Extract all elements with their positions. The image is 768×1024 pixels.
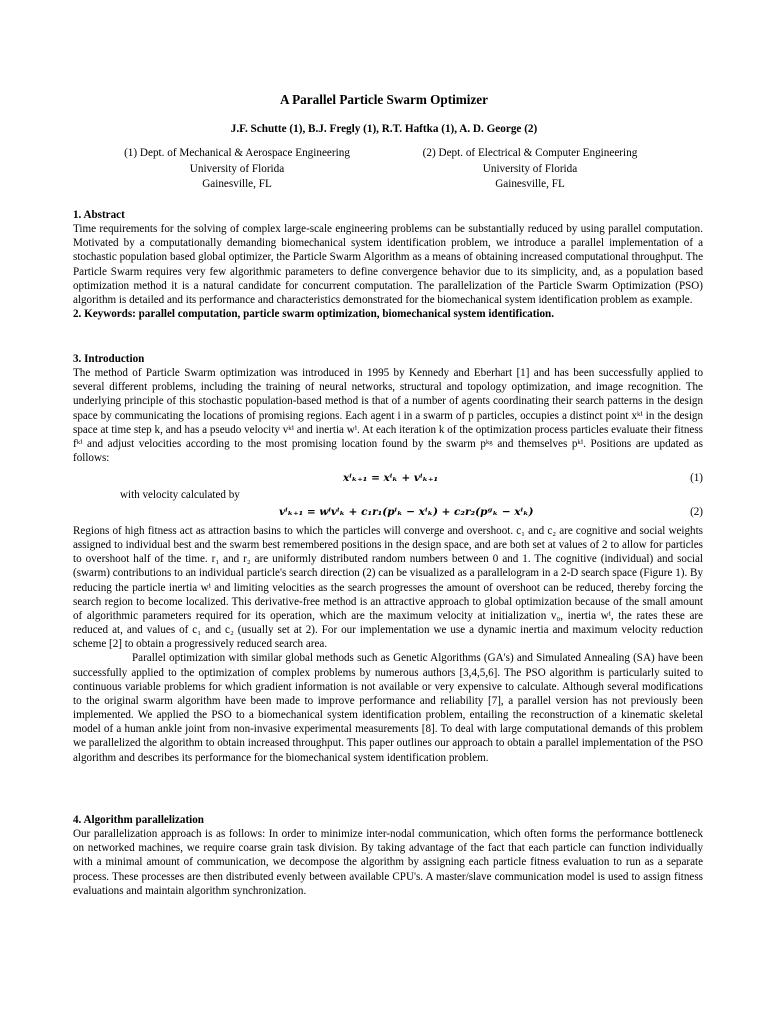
affiliation-dept: (2) Dept. of Electrical & Computer Engineering bbox=[422, 147, 638, 159]
affiliation-university: University of Florida bbox=[482, 162, 578, 175]
author-list: J.F. Schutte (1), B.J. Fregly (1), R.T. Haftka (1), A. D. George (2) bbox=[230, 123, 538, 135]
introduction-heading: 3. Introduction bbox=[73, 353, 145, 365]
parallelization-text: Our parallelization approach is as follows: In order to minimize inter-nodal communication, which often forms the performance bottleneck on networked machines, we require coarse grain task division. By taking advantage of the fact that each particle can function individually with a minimal amount of communication, we decompose the algorithm by assigning each particle fitness evaluation to run as a separate process. These processes are then distributed evenly between available CPU's. A master/slave communication model is used to assign fitness evaluations and maintain algorithm synchronization. bbox=[73, 828, 703, 897]
equation-1-number: (1) bbox=[690, 472, 703, 484]
introduction-paragraph-3: Parallel optimization with similar global methods such as Genetic Algorithms (GA's) and Simulated Annealing (SA) have been successfully applied to the optimization of complex problems by numerous authors [3,4,5,6]. The PSO algorithm is particularly suited to continuous variable problems for which gradient information is not available or very expensive to calculate. Although several modifications to the original swarm algorithm have been made to improve performance and reliability [7], a parallel version has not previously been implemented. We applied the PSO to a biomechanical system identification problem, entailing the reconstruction of a kinematic skeletal model of a human ankle joint from non-invasive experimental measurements [8]. To deal with large computational demands of this problem we parallelized the algorithm to obtain increased throughput. This paper outlines our approach to obtain a parallel implementation of the PSO algorithm and describes its performance for the biomechanical system identification problem. bbox=[73, 652, 703, 764]
affiliation-dept: (1) Dept. of Mechanical & Aerospace Engineering bbox=[124, 147, 350, 159]
equation-2-lead bbox=[73, 489, 703, 507]
affiliation-2 bbox=[380, 146, 680, 193]
equation-1-formula: xⁱₖ₊₁ = xⁱₖ + vⁱₖ₊₁ bbox=[343, 472, 439, 484]
affiliation-city: Gainesville, FL bbox=[202, 178, 272, 191]
equation-2-number: (2) bbox=[690, 506, 703, 518]
parallelization-heading: 4. Algorithm parallelization bbox=[73, 814, 204, 826]
introduction-section bbox=[73, 352, 703, 465]
introduction-body-continued bbox=[73, 524, 703, 765]
equation-2-formula: vⁱₖ₊₁ = wⁱvⁱₖ + c₁r₁(pⁱₖ − xⁱₖ) + c₂r₂(pᵍₖ − xⁱₖ) bbox=[279, 506, 534, 518]
abstract-section bbox=[73, 208, 703, 321]
affiliation-city: Gainesville, FL bbox=[495, 178, 565, 191]
equation-2 bbox=[73, 506, 703, 524]
abstract-heading: 1. Abstract bbox=[73, 209, 125, 221]
introduction-paragraph-1: The method of Particle Swarm optimization was introduced in 1995 by Kennedy and Eberhart [1] and has been successfully applied to several different problems, including the training of neural networks, structural and topology optimization, and image recognition. The underlying principle of this stochastic population-based method is that of a number of agents coordinating their search patterns in the design space by communicating the locations of promising regions. Each agent i in a swarm of p particles, occupies a distinct point xᵏⁱ in the design space at time step k, and has a pseudo velocity vᵏⁱ and inertia wⁱ. At each iteration k of the optimization process particles evaluate their fitness fᵏⁱ and adjust velocities according to the most promising location found by the swarm pᵏᵍ and themselves pᵏⁱ. Positions are updated as follows: bbox=[73, 367, 703, 465]
affiliation-1 bbox=[87, 146, 387, 193]
abstract-text: Time requirements for the solving of complex large-scale engineering problems can be substantially reduced by using parallel computation. Motivated by a computationally demanding biomechanical system identification problem, we introduce a parallel implementation of a stochastic population based global optimizer, the Particle Swarm Algorithm as a means of obtaining increased computational throughput. The Particle Swarm requires very few algorithmic parameters to define convergence behavior due to its simplicity, and, as a population based optimization method it is a natural candidate for concurrent computation. The parallelization of the Particle Swarm Optimization (PSO) algorithm is detailed and its performance and characteristics demonstrated for the biomechanical system identification problem as example. bbox=[73, 223, 703, 306]
paper-title: A Parallel Particle Swarm Optimizer bbox=[280, 92, 488, 107]
keywords-line: 2. Keywords: parallel computation, particle swarm optimization, biomechanical system identification. bbox=[73, 308, 554, 321]
introduction-paragraph-2: Regions of high fitness act as attraction basins to which the particles will converge and overshoot. c₁ and c₂ are cognitive and social weights assigned to individual best and the swarm best remembered positions in the design space, and are both set at values of 2 to allow for particles to overshoot half of the time. r₁ and r₂ are uniformly distributed random numbers between 0 and 1. The cognitive (individual) and social (swarm) contributions to an individual particle's search direction (2) can be visualized as a parallelogram in a 2-D search space (Figure 1). By reducing the particle inertia wⁱ and limiting velocities as the search progresses the amount of overshoot can be reduced, thereby forcing the search region to become localized. This derivative-free method is an attractive approach to global optimization because of the small amount of algorithmic parameters required for its operation, which are the maximum velocity at initialization v₀, inertia wⁱ, the rates these are reduced at, and values of c₁ and c₂ (usually set at 2). For our implementation we use a dynamic inertia and maximum velocity reduction scheme [2] to obtain a progressively reduced search area. bbox=[73, 525, 703, 651]
affiliation-university: University of Florida bbox=[189, 162, 285, 175]
parallelization-section bbox=[73, 813, 703, 898]
equation-1 bbox=[73, 472, 703, 490]
equation-2-lead-text: with velocity calculated by bbox=[120, 489, 240, 501]
